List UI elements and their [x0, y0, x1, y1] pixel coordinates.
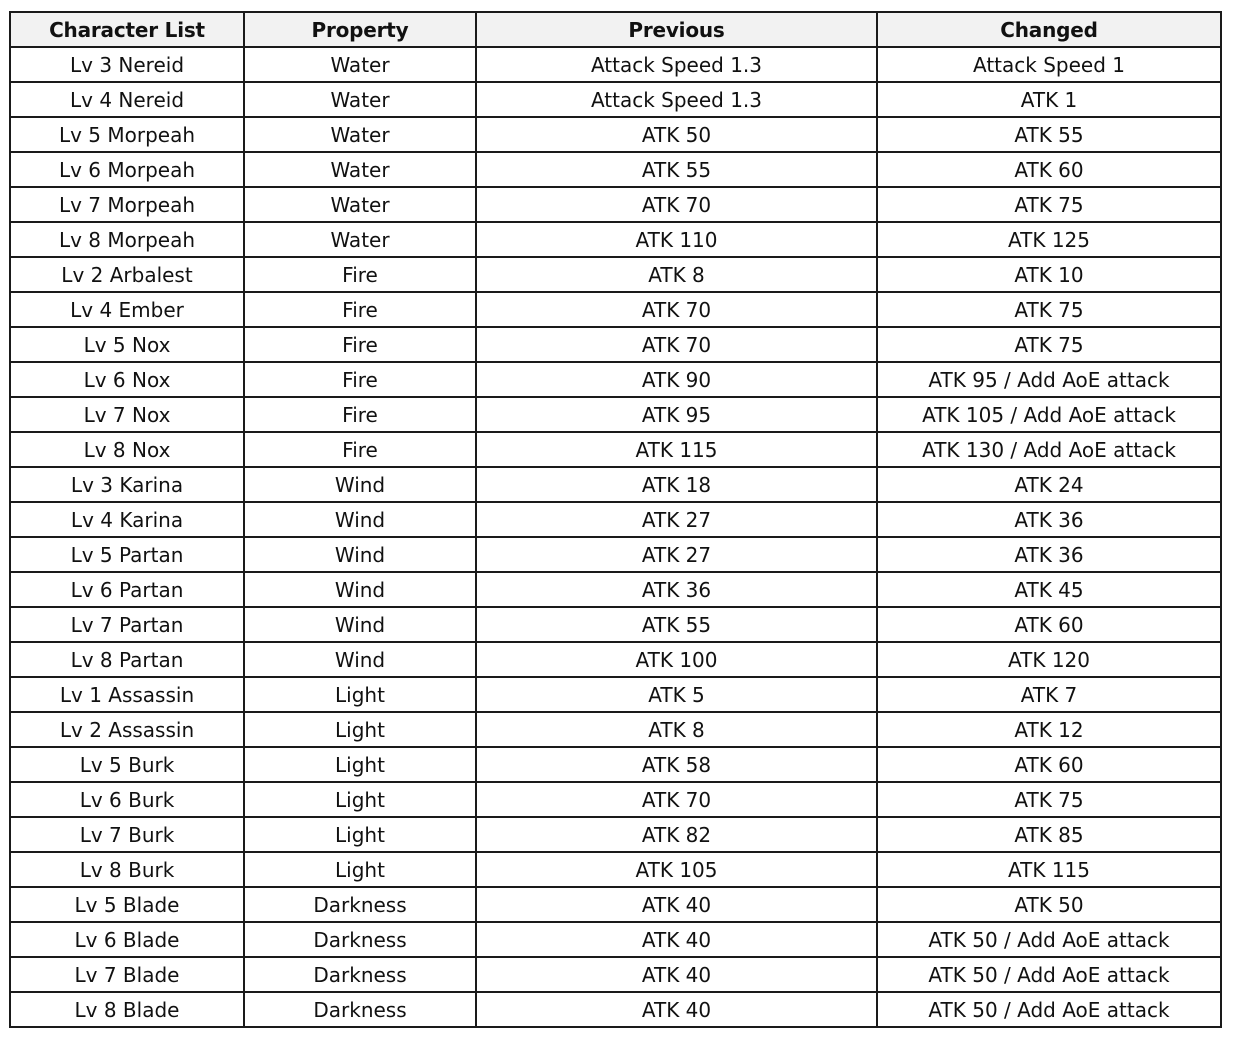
- cell-changed: ATK 1: [877, 82, 1221, 117]
- table-row: [10, 642, 1221, 677]
- cell-changed: ATK 55: [877, 117, 1221, 152]
- cell-changed: ATK 50 / Add AoE attack: [877, 957, 1221, 992]
- cell-previous: ATK 95: [476, 397, 877, 432]
- cell-previous: ATK 8: [476, 257, 877, 292]
- cell-previous: Attack Speed 1.3: [476, 47, 877, 82]
- cell-changed: ATK 115: [877, 852, 1221, 887]
- cell-previous: ATK 50: [476, 117, 877, 152]
- header-changed: Changed: [877, 12, 1221, 47]
- cell-previous: ATK 36: [476, 572, 877, 607]
- cell-previous: ATK 27: [476, 502, 877, 537]
- cell-previous: ATK 40: [476, 992, 877, 1027]
- cell-property: Light: [244, 712, 476, 747]
- table-header: [10, 12, 1221, 47]
- cell-changed: ATK 105 / Add AoE attack: [877, 397, 1221, 432]
- cell-character: Lv 6 Blade: [10, 922, 244, 957]
- cell-character: Lv 2 Arbalest: [10, 257, 244, 292]
- header-previous: Previous: [476, 12, 877, 47]
- cell-character: Lv 4 Nereid: [10, 82, 244, 117]
- cell-property: Darkness: [244, 887, 476, 922]
- character-change-table-wrapper: [9, 11, 1222, 1028]
- table-row: [10, 362, 1221, 397]
- cell-character: Lv 5 Partan: [10, 537, 244, 572]
- cell-character: Lv 3 Karina: [10, 467, 244, 502]
- cell-character: Lv 6 Partan: [10, 572, 244, 607]
- cell-previous: ATK 70: [476, 782, 877, 817]
- table-row: [10, 747, 1221, 782]
- cell-character: Lv 5 Blade: [10, 887, 244, 922]
- cell-property: Light: [244, 747, 476, 782]
- cell-previous: ATK 27: [476, 537, 877, 572]
- cell-previous: ATK 115: [476, 432, 877, 467]
- cell-property: Wind: [244, 502, 476, 537]
- table-body: [10, 47, 1221, 1027]
- cell-changed: ATK 50 / Add AoE attack: [877, 922, 1221, 957]
- cell-property: Darkness: [244, 992, 476, 1027]
- table-row: [10, 957, 1221, 992]
- table-row: [10, 712, 1221, 747]
- table-row: [10, 817, 1221, 852]
- cell-previous: ATK 110: [476, 222, 877, 257]
- table-row: [10, 782, 1221, 817]
- table-row: [10, 992, 1221, 1027]
- cell-property: Fire: [244, 257, 476, 292]
- cell-changed: ATK 75: [877, 327, 1221, 362]
- cell-previous: ATK 58: [476, 747, 877, 782]
- cell-character: Lv 8 Morpeah: [10, 222, 244, 257]
- table-row: [10, 502, 1221, 537]
- cell-property: Water: [244, 152, 476, 187]
- cell-character: Lv 5 Nox: [10, 327, 244, 362]
- cell-property: Wind: [244, 467, 476, 502]
- table-row: [10, 432, 1221, 467]
- cell-property: Fire: [244, 397, 476, 432]
- cell-previous: ATK 82: [476, 817, 877, 852]
- cell-changed: ATK 60: [877, 607, 1221, 642]
- cell-character: Lv 7 Blade: [10, 957, 244, 992]
- cell-property: Water: [244, 187, 476, 222]
- cell-property: Darkness: [244, 957, 476, 992]
- cell-previous: ATK 105: [476, 852, 877, 887]
- cell-character: Lv 8 Partan: [10, 642, 244, 677]
- table-row: [10, 397, 1221, 432]
- cell-character: Lv 6 Nox: [10, 362, 244, 397]
- cell-previous: ATK 40: [476, 957, 877, 992]
- table-row: [10, 572, 1221, 607]
- cell-changed: ATK 12: [877, 712, 1221, 747]
- cell-property: Light: [244, 677, 476, 712]
- cell-property: Water: [244, 117, 476, 152]
- cell-property: Wind: [244, 642, 476, 677]
- table-row: [10, 292, 1221, 327]
- cell-property: Fire: [244, 362, 476, 397]
- cell-property: Fire: [244, 327, 476, 362]
- table-row: [10, 537, 1221, 572]
- cell-character: Lv 3 Nereid: [10, 47, 244, 82]
- cell-previous: ATK 8: [476, 712, 877, 747]
- table-row: [10, 82, 1221, 117]
- cell-previous: ATK 100: [476, 642, 877, 677]
- cell-property: Wind: [244, 572, 476, 607]
- cell-property: Water: [244, 47, 476, 82]
- cell-previous: ATK 70: [476, 187, 877, 222]
- cell-changed: ATK 60: [877, 152, 1221, 187]
- table-row: [10, 922, 1221, 957]
- cell-changed: ATK 50 / Add AoE attack: [877, 992, 1221, 1027]
- cell-character: Lv 5 Morpeah: [10, 117, 244, 152]
- table-row: [10, 222, 1221, 257]
- cell-character: Lv 2 Assassin: [10, 712, 244, 747]
- cell-character: Lv 6 Burk: [10, 782, 244, 817]
- cell-property: Light: [244, 852, 476, 887]
- cell-character: Lv 8 Blade: [10, 992, 244, 1027]
- cell-previous: ATK 5: [476, 677, 877, 712]
- table-row: [10, 257, 1221, 292]
- cell-changed: ATK 75: [877, 782, 1221, 817]
- cell-previous: ATK 70: [476, 292, 877, 327]
- cell-previous: ATK 40: [476, 922, 877, 957]
- table-row: [10, 47, 1221, 82]
- cell-changed: ATK 36: [877, 537, 1221, 572]
- cell-changed: ATK 24: [877, 467, 1221, 502]
- cell-changed: ATK 7: [877, 677, 1221, 712]
- cell-previous: ATK 70: [476, 327, 877, 362]
- character-change-table: [9, 11, 1222, 1028]
- cell-character: Lv 5 Burk: [10, 747, 244, 782]
- table-row: [10, 152, 1221, 187]
- cell-changed: ATK 95 / Add AoE attack: [877, 362, 1221, 397]
- cell-character: Lv 7 Nox: [10, 397, 244, 432]
- cell-character: Lv 4 Ember: [10, 292, 244, 327]
- cell-changed: ATK 60: [877, 747, 1221, 782]
- cell-character: Lv 1 Assassin: [10, 677, 244, 712]
- cell-property: Light: [244, 817, 476, 852]
- cell-previous: ATK 18: [476, 467, 877, 502]
- cell-character: Lv 7 Partan: [10, 607, 244, 642]
- cell-changed: Attack Speed 1: [877, 47, 1221, 82]
- cell-previous: ATK 55: [476, 607, 877, 642]
- cell-changed: ATK 85: [877, 817, 1221, 852]
- cell-property: Water: [244, 222, 476, 257]
- table-row: [10, 677, 1221, 712]
- header-row: [10, 12, 1221, 47]
- cell-character: Lv 7 Burk: [10, 817, 244, 852]
- cell-changed: ATK 125: [877, 222, 1221, 257]
- cell-property: Light: [244, 782, 476, 817]
- cell-property: Fire: [244, 432, 476, 467]
- cell-changed: ATK 10: [877, 257, 1221, 292]
- table-row: [10, 327, 1221, 362]
- cell-property: Wind: [244, 537, 476, 572]
- cell-property: Fire: [244, 292, 476, 327]
- cell-character: Lv 8 Burk: [10, 852, 244, 887]
- cell-character: Lv 4 Karina: [10, 502, 244, 537]
- table-row: [10, 187, 1221, 222]
- header-character-list: Character List: [10, 12, 244, 47]
- cell-changed: ATK 75: [877, 292, 1221, 327]
- table-row: [10, 607, 1221, 642]
- cell-character: Lv 8 Nox: [10, 432, 244, 467]
- cell-character: Lv 7 Morpeah: [10, 187, 244, 222]
- cell-previous: ATK 55: [476, 152, 877, 187]
- cell-previous: Attack Speed 1.3: [476, 82, 877, 117]
- cell-changed: ATK 36: [877, 502, 1221, 537]
- table-row: [10, 887, 1221, 922]
- cell-property: Water: [244, 82, 476, 117]
- cell-changed: ATK 75: [877, 187, 1221, 222]
- cell-property: Darkness: [244, 922, 476, 957]
- table-row: [10, 117, 1221, 152]
- cell-changed: ATK 130 / Add AoE attack: [877, 432, 1221, 467]
- cell-changed: ATK 50: [877, 887, 1221, 922]
- table-row: [10, 852, 1221, 887]
- table-row: [10, 467, 1221, 502]
- cell-character: Lv 6 Morpeah: [10, 152, 244, 187]
- cell-changed: ATK 45: [877, 572, 1221, 607]
- cell-previous: ATK 40: [476, 887, 877, 922]
- cell-changed: ATK 120: [877, 642, 1221, 677]
- cell-property: Wind: [244, 607, 476, 642]
- cell-previous: ATK 90: [476, 362, 877, 397]
- header-property: Property: [244, 12, 476, 47]
